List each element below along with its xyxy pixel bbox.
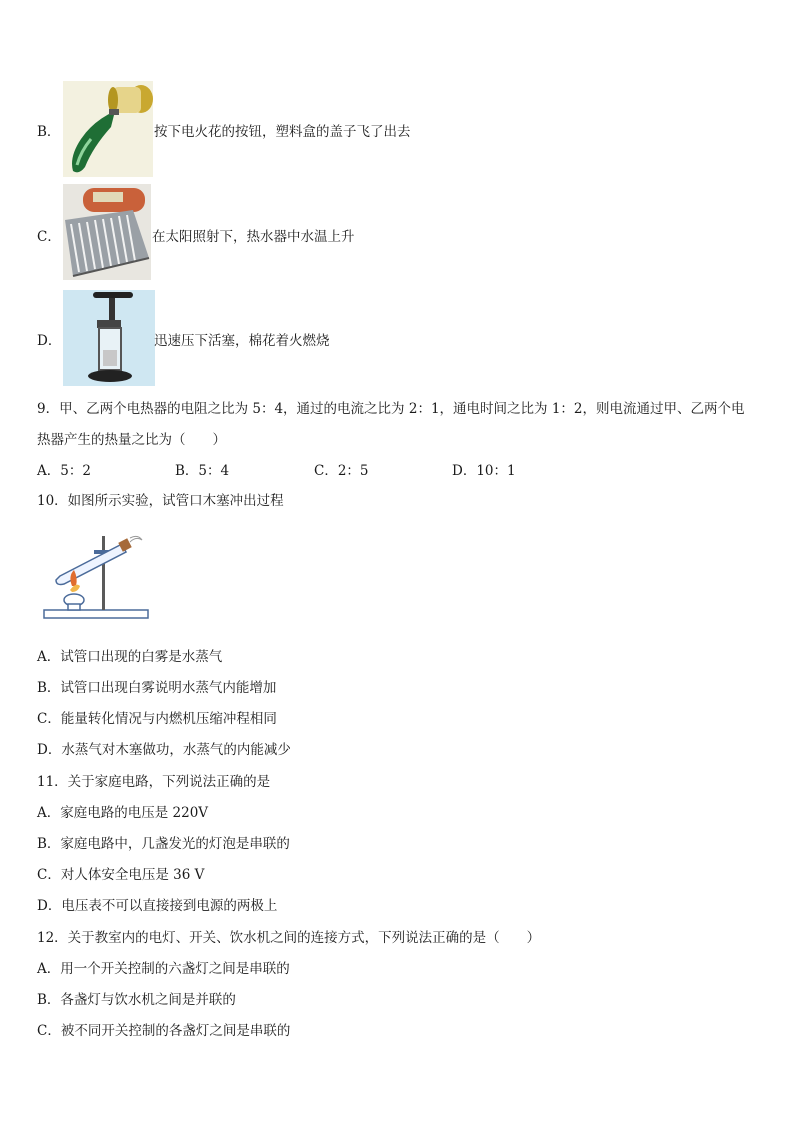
option-d-letter: D．	[37, 333, 62, 349]
air-compression-piston-icon	[63, 290, 155, 386]
q10-option-a: A．试管口出现的白雾是水蒸气	[37, 649, 223, 665]
option-c-letter: C．	[37, 229, 61, 245]
q11-option-d: D．电压表不可以直接接到电源的两极上	[37, 898, 278, 914]
q10-stem: 10．如图所示实验，试管口木塞冲出过程	[37, 493, 284, 509]
electric-spark-gun-icon	[63, 81, 153, 177]
q11-option-a: A．家庭电路的电压是 220V	[37, 805, 209, 821]
option-d-text: 迅速压下活塞，棉花着火燃烧	[154, 333, 330, 349]
solar-water-heater-icon	[63, 184, 151, 280]
q12-option-c: C．被不同开关控制的各盏灯之间是串联的	[37, 1023, 291, 1039]
option-b-letter: B．	[37, 124, 61, 140]
test-tube-heating-apparatus-icon	[42, 530, 150, 622]
q9-option-b: B．5：4	[175, 463, 230, 479]
q9-stem-line1: 9．甲、乙两个电热器的电阻之比为 5：4，通过的电流之比为 2：1，通电时间之比为 1：2，则电流通过甲、乙两个电	[37, 401, 745, 417]
q9-stem-line2: 热器产生的热量之比为（ ）	[37, 432, 226, 448]
q9-option-a: A．5：2	[37, 463, 91, 479]
q10-option-d: D．水蒸气对木塞做功，水蒸气的内能减少	[37, 742, 291, 758]
option-b-text: 按下电火花的按钮，塑料盒的盖子飞了出去	[154, 124, 411, 140]
q10-option-c: C．能量转化情况与内燃机压缩冲程相同	[37, 711, 277, 727]
option-c-text: 在太阳照射下，热水器中水温上升	[152, 229, 355, 245]
q10-option-b: B．试管口出现白雾说明水蒸气内能增加	[37, 680, 277, 696]
q12-stem: 12．关于教室内的电灯、开关、饮水机之间的连接方式，下列说法正确的是（ ）	[37, 930, 541, 946]
q11-stem: 11．关于家庭电路，下列说法正确的是	[37, 774, 271, 790]
q9-option-c: C．2：5	[314, 463, 369, 479]
q12-option-b: B．各盏灯与饮水机之间是并联的	[37, 992, 236, 1008]
q9-option-d: D．10：1	[452, 463, 516, 479]
q12-option-a: A．用一个开关控制的六盏灯之间是串联的	[37, 961, 290, 977]
q11-option-b: B．家庭电路中，几盏发光的灯泡是串联的	[37, 836, 290, 852]
q11-option-c: C．对人体安全电压是 36 V	[37, 867, 205, 883]
